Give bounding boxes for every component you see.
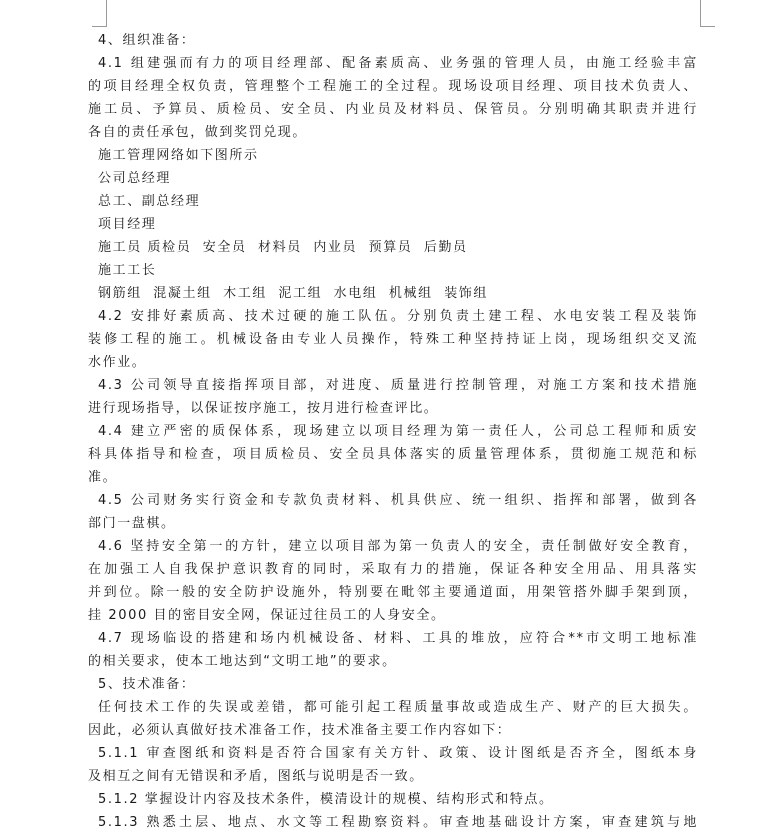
text-line: 4.1 组建强而有力的项目经理部、配备素质高、业务强的管理人员，由施工经验丰富 bbox=[98, 56, 698, 71]
margin-corner-mark-left bbox=[92, 0, 107, 27]
text-line: 5.1.1 审查图纸和资料是否符合国家有关方针、政策、设计图纸是否齐全，图纸本身 bbox=[98, 746, 698, 761]
text-line: 5、技术准备： bbox=[98, 677, 196, 692]
text-line: 4.7 现场临设的搭建和场内机械设备、材料、工具的堆放，应符合**市文明工地标准 bbox=[98, 631, 698, 646]
text-line: 5.1.3 熟悉土层、地点、水文等工程勘察资料。审查地基础设计方案，审查建筑与地 bbox=[98, 815, 698, 830]
text-line: 的项目经理全权负责，管理整个工程施工的全过程。现场设项目经理、项目技术负责人、 bbox=[88, 79, 698, 94]
text-line: 因此，必须认真做好技术准备工作，技术准备主要工作内容如下： bbox=[88, 723, 512, 738]
document-body bbox=[88, 29, 698, 834]
margin-corner-mark-right bbox=[700, 0, 715, 27]
text-line: 5.1.2 掌握设计内容及技术条件，模清设计的规模、结构形式和特点。 bbox=[98, 792, 554, 807]
text-line: 部门一盘棋。 bbox=[88, 516, 176, 531]
text-line: 钢筋组 混凝土组 木工组 泥工组 水电组 机械组 装饰组 bbox=[98, 286, 488, 301]
text-line: 施工员、予算员、质检员、安全员、内业员及材料员、保管员。分别明确其职责并进行 bbox=[88, 102, 698, 117]
text-line: 4.3 公司领导直接指挥项目部，对进度、质量进行控制管理，对施工方案和技术措施 bbox=[98, 378, 698, 393]
text-line: 准。 bbox=[88, 470, 118, 485]
text-line: 装修工程的施工。机械设备由专业人员操作，特殊工种坚持持证上岗，现场组织交叉流 bbox=[88, 332, 698, 347]
text-line: 施工管理网络如下图所示 bbox=[98, 148, 259, 163]
text-line: 4、组织准备： bbox=[98, 33, 196, 48]
text-line: 施工工长 bbox=[98, 263, 157, 278]
text-line: 并到位。除一般的安全防护设施外，特别要在毗邻主要通道面，用架管搭外脚手架到顶， bbox=[88, 585, 698, 600]
text-line: 在加强工人自我保护意识教育的同时，采取有力的措施，保证各种安全用品、用具落实 bbox=[88, 562, 698, 577]
text-line: 总工、副总经理 bbox=[98, 194, 201, 209]
text-line: 挂 2000 目的密目安全网，保证过往员工的人身安全。 bbox=[88, 608, 446, 623]
text-line: 项目经理 bbox=[98, 217, 157, 232]
text-line: 水作业。 bbox=[88, 355, 147, 370]
text-line: 的相关要求，使本工地达到“文明工地”的要求。 bbox=[88, 654, 397, 669]
text-line: 任何技术工作的失误或差错，都可能引起工程质量事故或造成生产、财产的巨大损失。 bbox=[98, 700, 698, 715]
text-line: 4.6 坚持安全第一的方针，建立以项目部为第一负责人的安全，责任制做好安全教育， bbox=[98, 539, 698, 554]
text-line: 科具体指导和检查，项目质检员、安全员具体落实的质量管理体系，贯彻施工规范和标 bbox=[88, 447, 698, 462]
text-line: 各自的责任承包，做到奖罚兑现。 bbox=[88, 125, 308, 140]
text-line: 公司总经理 bbox=[98, 171, 172, 186]
text-line: 4.4 建立严密的质保体系，现场建立以项目经理为第一责任人，公司总工程师和质安 bbox=[98, 424, 698, 439]
text-line: 4.2 安排好素质高、技术过硬的施工队伍。分别负责土建工程、水电安装工程及装饰 bbox=[98, 309, 698, 324]
text-line: 4.5 公司财务实行资金和专款负责材料、机具供应、统一组织、指挥和部署，做到各 bbox=[98, 493, 698, 508]
text-line: 进行现场指导，以保证按序施工，按月进行检查评比。 bbox=[88, 401, 439, 416]
text-line: 及相互之间有无错误和矛盾，图纸与说明是否一致。 bbox=[88, 769, 424, 784]
text-line: 施工员 质检员 安全员 材料员 内业员 预算员 后勤员 bbox=[98, 240, 468, 255]
